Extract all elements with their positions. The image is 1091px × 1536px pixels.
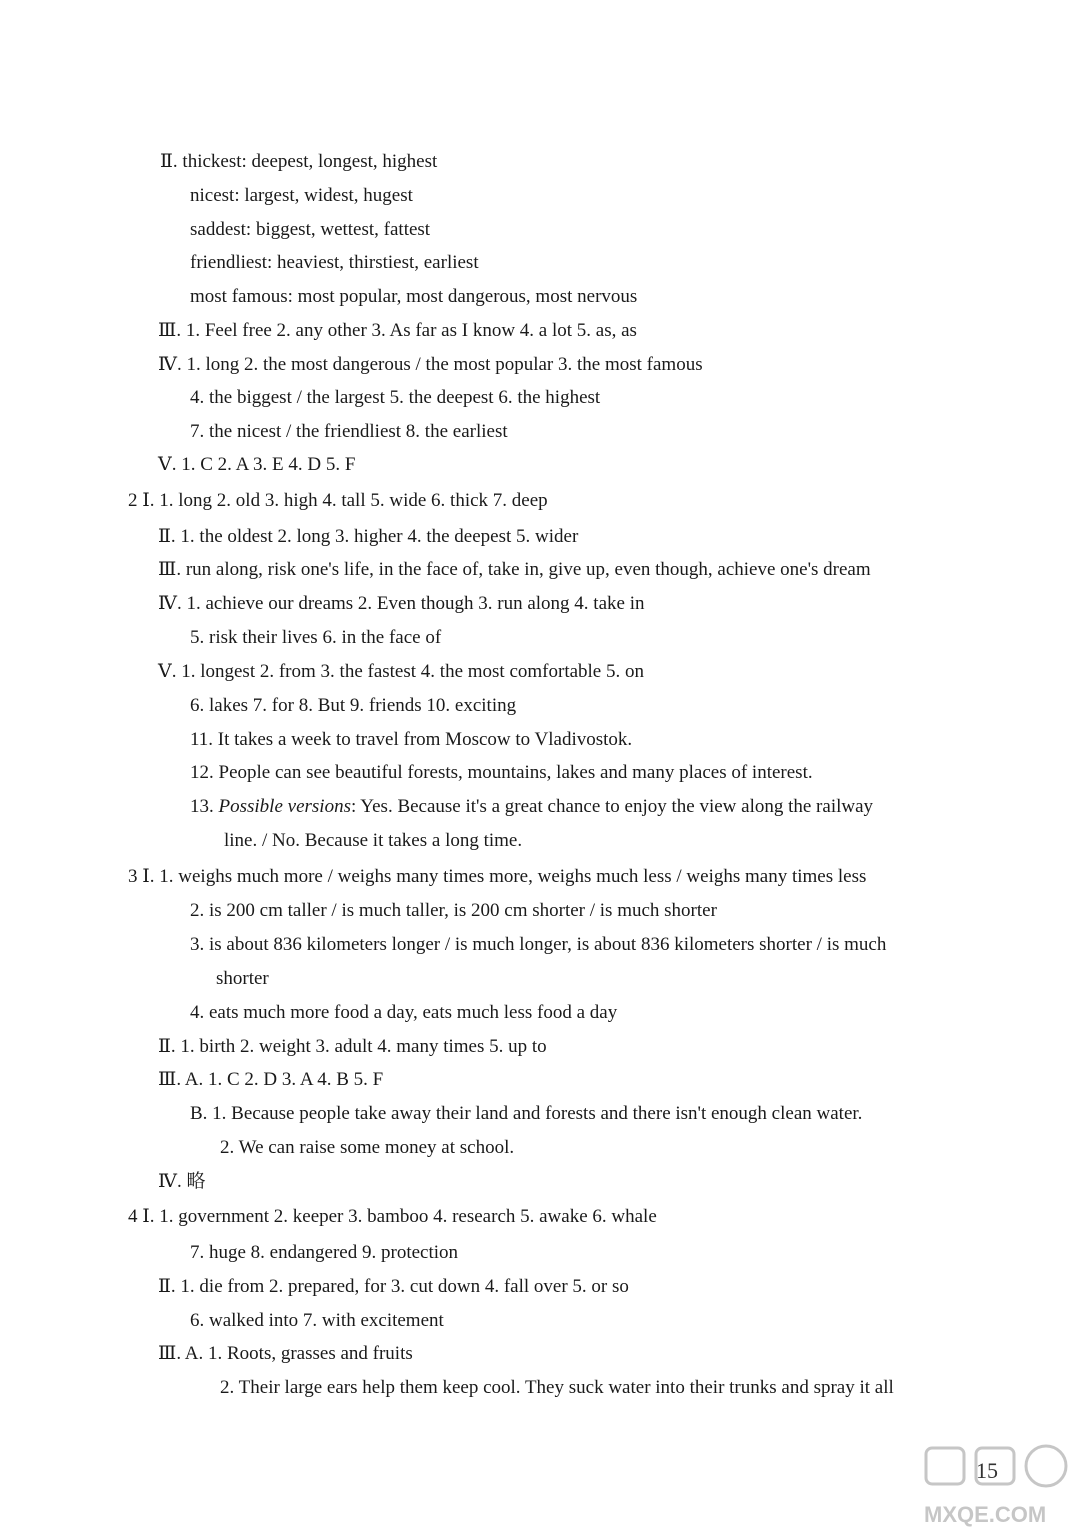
line-37: 2. Their large ears help them keep cool. They suck water into their trunks and spray it all [220, 1377, 894, 1398]
watermark-logo [918, 1442, 1088, 1532]
line-31: Ⅳ. 略 [158, 1171, 206, 1192]
line-5: most famous: most popular, most dangerous, most nervous [190, 286, 638, 307]
line-24: 3. is about 836 kilometers longer / is much longer, is about 836 kilometers shorter / is much [190, 934, 887, 955]
line-4: friendliest: heaviest, thirstiest, earliest [190, 252, 479, 273]
line-15: 5. risk their lives 6. in the face of [190, 627, 442, 648]
line-22: 3 Ⅰ. 1. weighs much more / weighs many times more, weighs much less / weighs many times less [128, 866, 867, 887]
line-35: 6. walked into 7. with excitement [190, 1310, 444, 1331]
line-3: saddest: biggest, wettest, fattest [190, 219, 431, 240]
line-14: Ⅳ. 1. achieve our dreams 2. Even though 3. run along 4. take in [158, 593, 645, 614]
line-1: Ⅱ. thickest: deepest, longest, highest [160, 151, 438, 172]
line-25: shorter [216, 968, 269, 989]
line-8: 4. the biggest / the largest 5. the deepest 6. the highest [190, 387, 601, 408]
line-28: Ⅲ. A. 1. C 2. D 3. A 4. B 5. F [158, 1069, 384, 1090]
line-9: 7. the nicest / the friendliest 8. the earliest [190, 421, 508, 442]
line-6: Ⅲ. 1. Feel free 2. any other 3. As far as I know 4. a lot 5. as, as [158, 320, 637, 341]
watermark-text: MXQE.COM [924, 1502, 1047, 1527]
line-27: Ⅱ. 1. birth 2. weight 3. adult 4. many times 5. up to [158, 1036, 547, 1057]
line-21: line. / No. Because it takes a long time. [224, 830, 523, 851]
line-13: Ⅲ. run along, risk one's life, in the face of, take in, give up, even though, achieve one's dream [158, 559, 871, 580]
line-11: 2 Ⅰ. 1. long 2. old 3. high 4. tall 5. wide 6. thick 7. deep [128, 490, 548, 511]
line-19: 12. People can see beautiful forests, mountains, lakes and many places of interest. [190, 762, 813, 783]
line-36: Ⅲ. A. 1. Roots, grasses and fruits [158, 1343, 413, 1364]
line-32: 4 Ⅰ. 1. government 2. keeper 3. bamboo 4. research 5. awake 6. whale [128, 1206, 657, 1227]
line-34: Ⅱ. 1. die from 2. prepared, for 3. cut down 4. fall over 5. or so [158, 1276, 629, 1297]
line-26: 4. eats much more food a day, eats much less food a day [190, 1002, 618, 1023]
page-number: 15 [976, 1458, 998, 1483]
line-30: 2. We can raise some money at school. [220, 1137, 515, 1158]
line-16: Ⅴ. 1. longest 2. from 3. the fastest 4. the most comfortable 5. on [158, 661, 644, 682]
line-17: 6. lakes 7. for 8. But 9. friends 10. exciting [190, 695, 517, 716]
line-23: 2. is 200 cm taller / is much taller, is 200 cm shorter / is much shorter [190, 900, 717, 921]
line-33: 7. huge 8. endangered 9. protection [190, 1242, 459, 1263]
line-29: B. 1. Because people take away their land and forests and there isn't enough clean water. [190, 1103, 863, 1124]
line-7: Ⅳ. 1. long 2. the most dangerous / the most popular 3. the most famous [158, 354, 703, 375]
line-18: 11. It takes a week to travel from Moscow to Vladivostok. [190, 729, 633, 750]
line-10: Ⅴ. 1. C 2. A 3. E 4. D 5. F [158, 454, 356, 475]
line-20: 13. Possible versions: Yes. Because it's a great chance to enjoy the view along the railway [190, 796, 874, 817]
line-12: Ⅱ. 1. the oldest 2. long 3. higher 4. the deepest 5. wider [158, 526, 579, 547]
line-2: nicest: largest, widest, hugest [190, 185, 413, 206]
